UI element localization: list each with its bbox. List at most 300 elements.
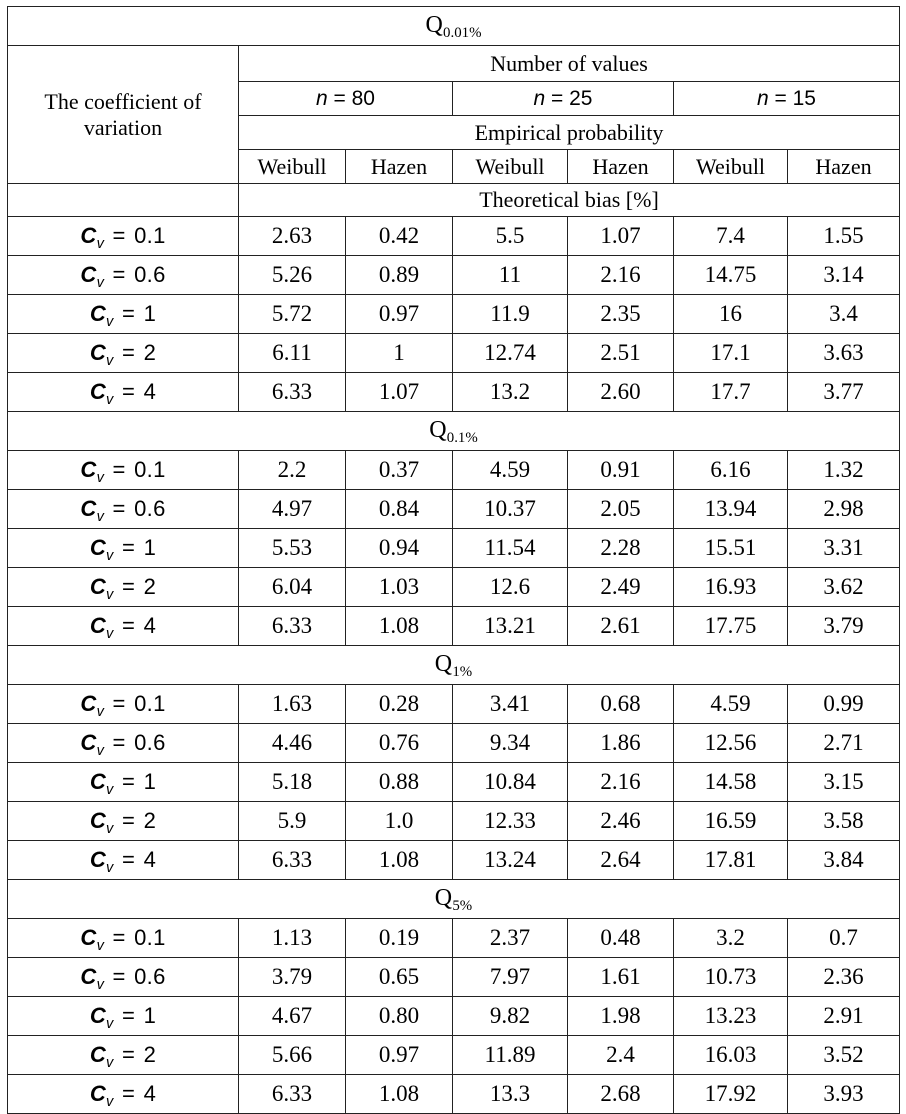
- quantile-title-cell: [8, 412, 900, 451]
- cv-value: 0.6: [134, 964, 166, 990]
- data-value-cell: [674, 958, 788, 997]
- data-value-cell: [788, 724, 900, 763]
- data-row: [8, 763, 900, 802]
- data-value: 2.05: [600, 495, 641, 521]
- data-row: [8, 256, 900, 295]
- data-value-cell: [674, 763, 788, 802]
- cv-subscript: v: [106, 313, 114, 330]
- data-value-cell: [568, 958, 674, 997]
- cv-symbol: C: [89, 769, 107, 795]
- data-value: 3.84: [823, 846, 864, 872]
- data-value-cell: [674, 607, 788, 646]
- data-value: 2.2: [277, 456, 307, 482]
- data-value-cell: [568, 529, 674, 568]
- quantile-title-cell: [8, 880, 900, 919]
- data-value-cell: [453, 919, 568, 958]
- data-value-cell: [346, 841, 453, 880]
- data-value-cell: [346, 919, 453, 958]
- method-header-text: Hazen: [370, 153, 428, 179]
- stub-header-cell: [8, 46, 239, 184]
- data-value-cell: [453, 997, 568, 1036]
- method-header-5: [788, 150, 900, 184]
- data-value: 17.7: [710, 378, 751, 404]
- data-value-cell: [346, 1036, 453, 1075]
- quantile-subscript: 5%: [452, 897, 473, 914]
- data-value: 5.5: [495, 222, 525, 248]
- cv-symbol: C: [89, 340, 107, 366]
- data-value: 3.63: [823, 339, 864, 365]
- method-header-text: Weibull: [475, 153, 545, 179]
- cv-symbol: C: [89, 1042, 107, 1068]
- data-value: 0.91: [600, 456, 641, 482]
- data-value-cell: [346, 1075, 453, 1114]
- sample-size-variable: n: [757, 87, 769, 111]
- number-of-values-header: [239, 46, 900, 82]
- data-value: 1.0: [384, 807, 414, 833]
- method-header-text: Hazen: [815, 153, 872, 179]
- sample-size-label: [316, 87, 375, 110]
- data-value: 3.58: [823, 807, 864, 833]
- data-value-cell: [453, 568, 568, 607]
- coefficient-of-variation-label: [89, 769, 157, 798]
- data-value: 4.59: [489, 456, 531, 482]
- cv-equals: =: [115, 535, 142, 561]
- data-value: 2.68: [600, 1080, 641, 1106]
- data-value: 2.16: [600, 261, 641, 287]
- sample-size-value: 15: [792, 87, 816, 111]
- data-value-cell: [674, 451, 788, 490]
- data-value: 4.97: [271, 495, 313, 521]
- data-value: 14.58: [704, 768, 757, 794]
- data-value: 13.94: [704, 495, 757, 521]
- row-label-cell: [8, 958, 239, 997]
- data-value: 3.31: [823, 534, 864, 560]
- data-value-cell: [788, 802, 900, 841]
- cv-equals: =: [115, 379, 142, 405]
- row-label-cell: [8, 685, 239, 724]
- data-value: 0.19: [378, 924, 420, 950]
- cv-symbol: C: [89, 1081, 107, 1107]
- data-value: 3.4: [829, 300, 858, 326]
- cv-value: 4: [143, 613, 157, 639]
- quantile-title-row: [8, 646, 900, 685]
- data-value-cell: [568, 295, 674, 334]
- coefficient-of-variation-label: [89, 574, 157, 603]
- coefficient-of-variation-label: [80, 496, 166, 525]
- cv-equals: =: [115, 1042, 142, 1068]
- data-value: 0.28: [378, 690, 420, 716]
- data-value: 1.55: [823, 222, 864, 248]
- cv-equals: =: [115, 1003, 142, 1029]
- data-value-cell: [788, 958, 900, 997]
- data-value-cell: [674, 1075, 788, 1114]
- data-row: [8, 490, 900, 529]
- cv-value: 2: [143, 574, 157, 600]
- data-value: 14.75: [704, 261, 757, 287]
- data-row: [8, 1036, 900, 1075]
- cv-symbol: C: [89, 301, 107, 327]
- data-value: 0.7: [829, 924, 858, 950]
- data-value: 10.73: [704, 963, 757, 989]
- data-value-cell: [453, 490, 568, 529]
- data-value-cell: [239, 607, 346, 646]
- row-label-cell: [8, 997, 239, 1036]
- data-value: 5.18: [271, 768, 313, 794]
- sample-size-equals: =: [768, 87, 793, 111]
- row-label-cell: [8, 763, 239, 802]
- data-value: 5.26: [271, 261, 313, 287]
- cv-value: 0.6: [134, 262, 166, 288]
- method-header-3: [568, 150, 674, 184]
- data-value-cell: [453, 1036, 568, 1075]
- data-value-cell: [239, 1036, 346, 1075]
- data-value-cell: [453, 295, 568, 334]
- row-label-cell: [8, 841, 239, 880]
- data-value: 5.53: [271, 534, 313, 560]
- data-value-cell: [239, 256, 346, 295]
- coefficient-of-variation-label: [89, 340, 157, 369]
- cv-symbol: C: [80, 223, 97, 249]
- quantile-base: Q: [425, 12, 444, 39]
- sample-size-variable: n: [533, 87, 546, 111]
- data-value-cell: [674, 568, 788, 607]
- data-row: [8, 724, 900, 763]
- cv-value: 0.6: [134, 496, 166, 522]
- data-value-cell: [346, 334, 453, 373]
- empirical-probability-text: Empirical probability: [474, 119, 664, 145]
- data-value-cell: [674, 1036, 788, 1075]
- data-value: 2.16: [600, 768, 641, 794]
- data-value: 11.89: [484, 1041, 536, 1067]
- data-value: 1.86: [600, 729, 641, 755]
- data-value-cell: [674, 334, 788, 373]
- sample-size-value: 25: [569, 87, 593, 111]
- data-value-cell: [788, 256, 900, 295]
- quantile-subscript: 0.1%: [446, 429, 478, 446]
- sample-size-variable: n: [316, 87, 328, 111]
- data-value: 1: [393, 339, 405, 365]
- cv-equals: =: [115, 847, 142, 873]
- data-value-cell: [568, 1075, 674, 1114]
- number-of-values-text: Number of values: [490, 50, 648, 76]
- cv-symbol: C: [89, 1003, 107, 1029]
- data-row: [8, 607, 900, 646]
- data-value-cell: [453, 217, 568, 256]
- coefficient-of-variation-label: [80, 262, 166, 291]
- cv-subscript: v: [106, 859, 114, 876]
- data-value-cell: [453, 763, 568, 802]
- data-value: 15.51: [704, 534, 757, 560]
- cv-symbol: C: [89, 574, 107, 600]
- data-row: [8, 958, 900, 997]
- cv-equals: =: [106, 691, 133, 717]
- data-value-cell: [568, 568, 674, 607]
- data-value-cell: [239, 373, 346, 412]
- data-value-cell: [453, 841, 568, 880]
- data-value-cell: [346, 490, 453, 529]
- method-header-text: Weibull: [257, 153, 327, 179]
- theoretical-bias-table: [7, 6, 900, 1114]
- data-value: 2.64: [600, 846, 641, 872]
- data-row: [8, 841, 900, 880]
- data-value: 2.91: [823, 1002, 864, 1028]
- cv-equals: =: [106, 496, 133, 522]
- data-value: 1.61: [600, 963, 641, 989]
- cv-subscript: v: [96, 976, 105, 993]
- coefficient-of-variation-label: [80, 925, 166, 954]
- data-value-cell: [788, 919, 900, 958]
- data-value-cell: [453, 802, 568, 841]
- data-value: 6.33: [271, 378, 313, 404]
- data-value: 6.33: [271, 846, 313, 872]
- data-value-cell: [788, 295, 900, 334]
- data-value-cell: [239, 763, 346, 802]
- data-value: 7.4: [716, 222, 745, 248]
- data-value: 0.48: [600, 924, 641, 950]
- cv-equals: =: [115, 301, 142, 327]
- data-value-cell: [674, 295, 788, 334]
- data-value-cell: [674, 490, 788, 529]
- data-value-cell: [568, 373, 674, 412]
- data-value: 1.63: [271, 690, 313, 716]
- data-value: 13.3: [489, 1080, 531, 1106]
- coefficient-of-variation-label: [89, 1081, 157, 1110]
- data-value-cell: [453, 334, 568, 373]
- coefficient-of-variation-label: [89, 808, 157, 837]
- data-value-cell: [346, 607, 453, 646]
- data-row: [8, 919, 900, 958]
- row-label-cell: [8, 607, 239, 646]
- data-value-cell: [674, 802, 788, 841]
- data-value-cell: [346, 958, 453, 997]
- data-value: 0.97: [378, 1041, 420, 1067]
- coefficient-of-variation-label: [80, 457, 166, 486]
- method-header-4: [674, 150, 788, 184]
- data-value: 0.68: [600, 690, 641, 716]
- row-label-cell: [8, 256, 239, 295]
- cv-symbol: C: [80, 964, 97, 990]
- data-value-cell: [239, 685, 346, 724]
- data-value-cell: [346, 217, 453, 256]
- data-value-cell: [453, 373, 568, 412]
- data-value-cell: [453, 958, 568, 997]
- data-value-cell: [568, 724, 674, 763]
- row-label-cell: [8, 724, 239, 763]
- cv-symbol: C: [80, 925, 97, 951]
- cv-subscript: v: [96, 235, 105, 252]
- data-value: 2.51: [600, 339, 641, 365]
- data-value-cell: [239, 919, 346, 958]
- data-value-cell: [674, 217, 788, 256]
- data-value: 2.37: [489, 924, 531, 950]
- cv-value: 4: [143, 379, 157, 405]
- data-value-cell: [568, 217, 674, 256]
- quantile-title-cell: [8, 646, 900, 685]
- data-value: 0.37: [378, 456, 420, 482]
- data-value-cell: [674, 256, 788, 295]
- coefficient-of-variation-label: [89, 535, 157, 564]
- cv-symbol: C: [80, 496, 97, 522]
- cv-equals: =: [115, 1081, 142, 1107]
- sample-size-value: 80: [351, 87, 375, 111]
- data-value: 13.21: [484, 612, 536, 638]
- data-value: 7.97: [489, 963, 531, 989]
- coefficient-of-variation-label: [89, 379, 157, 408]
- data-value-cell: [239, 334, 346, 373]
- quantile-base: Q: [434, 651, 453, 678]
- data-value-cell: [674, 373, 788, 412]
- data-value: 0.42: [378, 222, 420, 248]
- data-value-cell: [239, 451, 346, 490]
- quantile-base: Q: [434, 885, 453, 912]
- method-header-text: Hazen: [592, 153, 649, 179]
- data-value-cell: [568, 607, 674, 646]
- cv-symbol: C: [89, 847, 107, 873]
- data-row: [8, 373, 900, 412]
- coefficient-of-variation-label: [89, 847, 157, 876]
- cv-subscript: v: [106, 820, 114, 837]
- data-value-cell: [788, 568, 900, 607]
- cv-subscript: v: [96, 274, 105, 291]
- row-label-cell: [8, 295, 239, 334]
- quantile-subscript: 0.01%: [443, 24, 482, 41]
- cv-subscript: v: [96, 937, 105, 954]
- data-value-cell: [453, 256, 568, 295]
- data-value: 17.75: [704, 612, 757, 638]
- cv-value: 1: [143, 301, 157, 327]
- data-value-cell: [239, 841, 346, 880]
- data-value-cell: [346, 997, 453, 1036]
- row-label-cell: [8, 568, 239, 607]
- cv-value: 2: [143, 1042, 157, 1068]
- data-value-cell: [453, 607, 568, 646]
- data-row: [8, 334, 900, 373]
- data-value-cell: [346, 802, 453, 841]
- quantile-label: [434, 885, 473, 914]
- data-value-cell: [568, 334, 674, 373]
- coefficient-of-variation-label: [89, 613, 157, 642]
- data-value-cell: [453, 529, 568, 568]
- coefficient-of-variation-label: [80, 223, 166, 252]
- quantile-label: [434, 651, 473, 680]
- data-value: 3.41: [489, 690, 531, 716]
- quantile-label: [425, 12, 482, 41]
- data-row: [8, 1075, 900, 1114]
- data-value-cell: [568, 997, 674, 1036]
- data-value: 1.07: [600, 222, 641, 248]
- cv-symbol: C: [80, 457, 97, 483]
- data-value-cell: [568, 685, 674, 724]
- row-label-cell: [8, 529, 239, 568]
- data-value: 2.60: [600, 378, 641, 404]
- quantile-title-row: [8, 412, 900, 451]
- header-row-units: [8, 184, 900, 217]
- data-value-cell: [239, 295, 346, 334]
- data-value-cell: [346, 685, 453, 724]
- cv-value: 4: [143, 847, 157, 873]
- data-value-cell: [568, 490, 674, 529]
- sample-size-label: [534, 87, 593, 110]
- stub-header-text: The coefficient of variation: [44, 89, 202, 140]
- data-value: 10.84: [484, 768, 536, 794]
- data-value-cell: [346, 529, 453, 568]
- data-value: 3.93: [823, 1080, 864, 1106]
- cv-equals: =: [115, 340, 142, 366]
- data-value: 3.52: [823, 1041, 864, 1067]
- data-row: [8, 295, 900, 334]
- sample-size-cell-0: [239, 82, 453, 116]
- data-value-cell: [674, 529, 788, 568]
- cv-value: 0.1: [134, 925, 166, 951]
- data-value: 3.62: [823, 573, 864, 599]
- cv-equals: =: [115, 769, 142, 795]
- coefficient-of-variation-label: [89, 1042, 157, 1071]
- data-value: 4.59: [710, 690, 751, 716]
- data-value-cell: [788, 841, 900, 880]
- data-value: 1.08: [378, 1080, 420, 1106]
- data-value: 2.35: [600, 300, 641, 326]
- data-value: 1.08: [378, 612, 420, 638]
- data-value: 0.65: [378, 963, 420, 989]
- data-value-cell: [788, 334, 900, 373]
- cv-subscript: v: [96, 469, 105, 486]
- data-value: 16.59: [704, 807, 757, 833]
- data-value: 16.93: [704, 573, 757, 599]
- data-value-cell: [788, 1075, 900, 1114]
- data-value-cell: [346, 724, 453, 763]
- row-label-cell: [8, 802, 239, 841]
- data-value-cell: [453, 685, 568, 724]
- cv-equals: =: [106, 223, 133, 249]
- data-value: 0.80: [378, 1002, 420, 1028]
- cv-subscript: v: [106, 547, 114, 564]
- cv-symbol: C: [89, 808, 107, 834]
- data-value: 2.71: [823, 729, 864, 755]
- row-label-cell: [8, 490, 239, 529]
- data-value: 0.97: [378, 300, 420, 326]
- cv-subscript: v: [106, 1093, 114, 1110]
- cv-value: 4: [143, 1081, 157, 1107]
- data-row: [8, 568, 900, 607]
- cv-value: 0.1: [134, 223, 166, 249]
- data-value: 6.33: [271, 612, 313, 638]
- data-value: 17.92: [704, 1080, 757, 1106]
- cv-value: 2: [143, 340, 157, 366]
- cv-equals: =: [115, 574, 142, 600]
- data-value: 1.32: [823, 456, 864, 482]
- data-value: 11.54: [484, 534, 536, 560]
- sample-size-equals: =: [327, 87, 352, 111]
- cv-value: 1: [143, 535, 157, 561]
- cv-equals: =: [106, 925, 133, 951]
- cv-symbol: C: [89, 535, 107, 561]
- data-row: [8, 217, 900, 256]
- cv-subscript: v: [96, 703, 105, 720]
- header-row-group: [8, 46, 900, 82]
- cv-subscript: v: [106, 781, 114, 798]
- data-value: 2.36: [823, 963, 864, 989]
- cv-subscript: v: [106, 1054, 114, 1071]
- cv-equals: =: [106, 964, 133, 990]
- data-value-cell: [346, 451, 453, 490]
- data-value-cell: [239, 802, 346, 841]
- cv-equals: =: [106, 262, 133, 288]
- data-value: 5.66: [271, 1041, 313, 1067]
- cv-equals: =: [106, 457, 133, 483]
- data-value-cell: [788, 490, 900, 529]
- data-value-cell: [239, 958, 346, 997]
- data-value: 2.63: [271, 222, 313, 248]
